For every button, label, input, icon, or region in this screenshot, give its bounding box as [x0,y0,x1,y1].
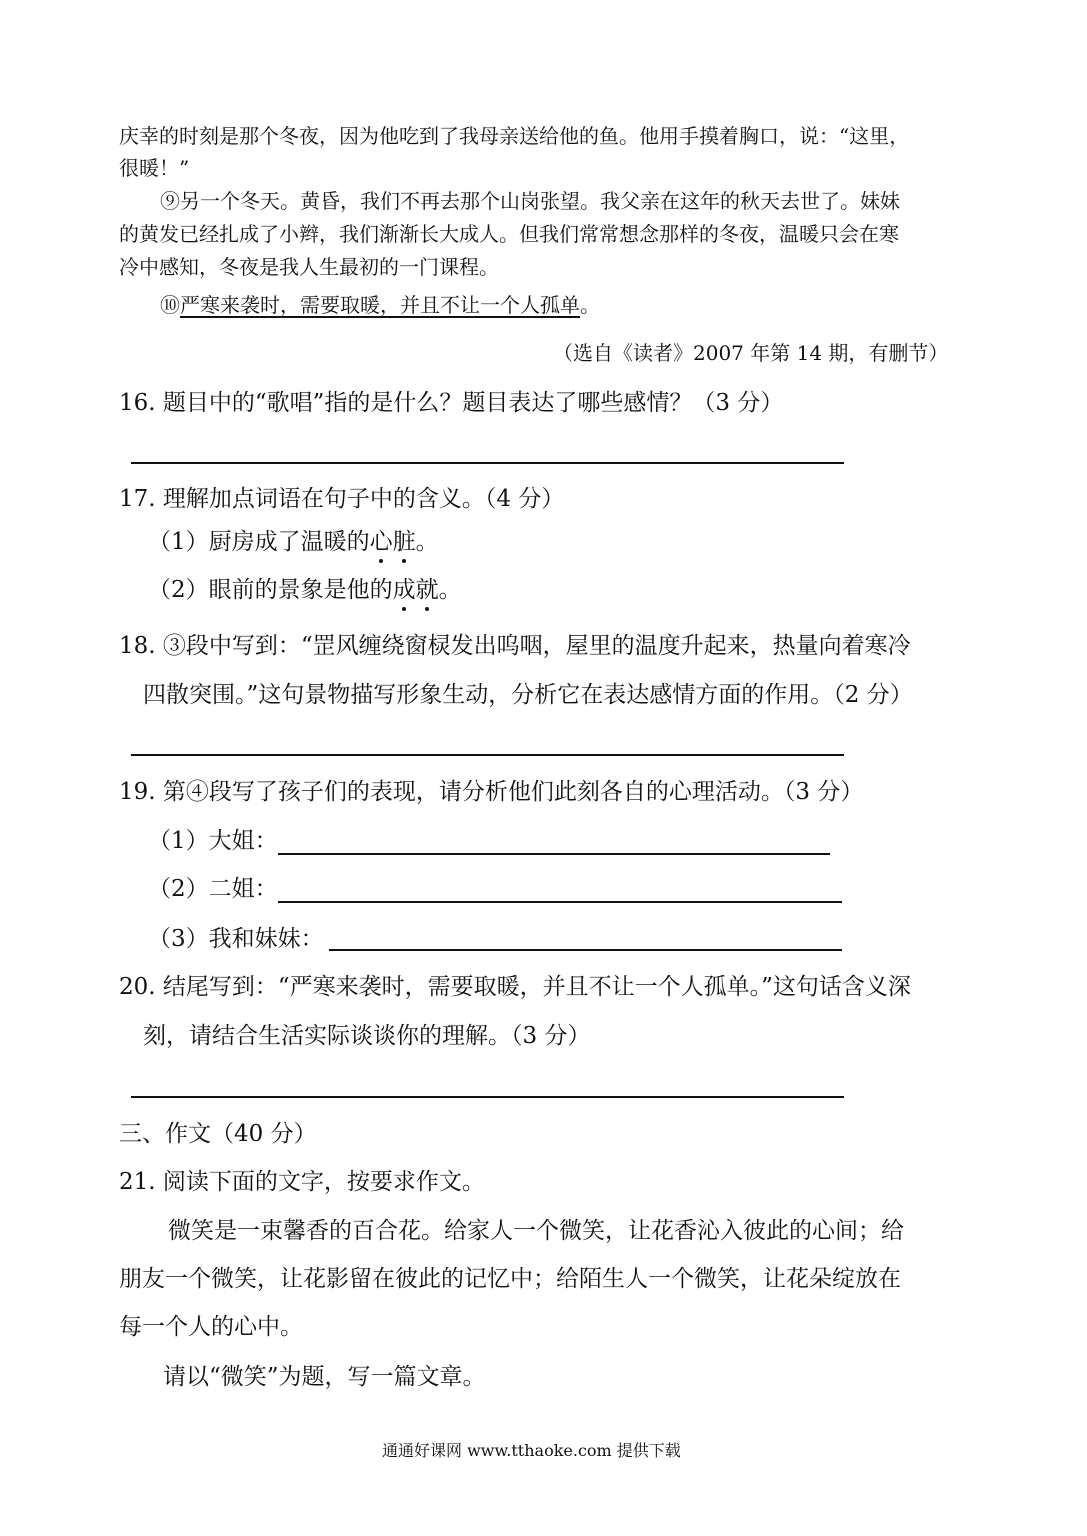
section-heading-composition: 三、作文（40 分） [119,1121,317,1147]
question-17-2-text: （2）眼前的景象是他的 [148,577,393,603]
answer-line-19-1[interactable] [278,853,830,855]
question-16: 16. 题目中的“歌唱”指的是什么？题目表达了哪些感情？（3 分） [119,390,784,416]
passage-p9-line1: ⑨另一个冬天。黄昏，我们不再去那个山岗张望。我父亲在这年的秋天去世了。妹妹 [160,189,900,213]
question-19-1-label: （1）大姐： [148,828,278,854]
passage-p10-underlined-sentence: 严寒来袭时，需要取暖，并且不让一个人孤单 [180,293,580,317]
question-18-line2: 四散突围。”这句景物描写形象生动，分析它在表达感情方面的作用。（2 分） [143,682,913,708]
question-17-2-end: 。 [438,577,462,603]
answer-line-19-2[interactable] [278,901,842,903]
answer-line-19-3[interactable] [329,949,842,951]
passage-p10-period: 。 [580,293,600,317]
question-18-line1: 18. ③段中写到：“罡风缠绕窗棂发出呜咽，屋里的温度升起来，热量向着寒冷 [119,633,911,659]
question-19-3-label: （3）我和妹妹： [148,926,324,952]
dotted-char: 脏 [392,529,416,555]
passage-p8-line2: 很暖！” [119,156,190,180]
page-footer: 通通好课网 www.tthaoke.com 提供下载 [382,1441,681,1460]
question-21: 21. 阅读下面的文字，按要求作文。 [119,1169,485,1195]
dotted-char: 成 [392,577,416,603]
composition-prompt-line1: 微笑是一束馨香的百合花。给家人一个微笑，让花香沁入彼此的心间；给 [168,1218,904,1244]
question-17-1-text: （1）厨房成了温暖的 [148,529,370,555]
composition-prompt-line2: 朋友一个微笑，让花影留在彼此的记忆中；给陌生人一个微笑，让花朵绽放在 [119,1266,901,1292]
passage-p9-line2: 的黄发已经扎成了小辫，我们渐渐长大成人。但我们常常想念那样的冬夜，温暖只会在寒 [119,222,899,246]
question-20-line1: 20. 结尾写到：“严寒来袭时，需要取暖，并且不让一个人孤单。”这句话含义深 [119,974,911,1000]
passage-p9-line3: 冷中感知，冬夜是我人生最初的一门课程。 [119,255,499,279]
answer-line-16[interactable] [131,462,844,464]
question-17-1-end: 。 [415,529,439,555]
question-20-line2: 刻，请结合生活实际谈谈你的理解。（3 分） [143,1023,591,1049]
dotted-char: 就 [415,577,439,603]
answer-line-20[interactable] [131,1096,844,1098]
composition-prompt-line3: 每一个人的心中。 [119,1314,303,1340]
question-17-1 [148,531,439,554]
question-17-2 [148,579,462,602]
question-19-2-label: （2）二姐： [148,876,278,902]
question-17: 17. 理解加点词语在句子中的含义。（4 分） [119,486,565,512]
passage-p10-number: ⑩ [160,293,180,317]
question-19: 19. 第④段写了孩子们的表现，请分析他们此刻各自的心理活动。（3 分） [119,779,864,805]
composition-instruction: 请以“微笑”为题，写一篇文章。 [163,1364,486,1390]
dotted-char: 心 [369,529,393,555]
passage-p8-line1: 庆幸的时刻是那个冬夜，因为他吃到了我母亲送给他的鱼。他用手摸着胸口，说：“这里， [119,124,910,148]
passage-p10 [160,295,600,315]
passage-source: （选自《读者》2007 年第 14 期，有删节） [553,341,949,365]
answer-line-18[interactable] [131,754,844,756]
